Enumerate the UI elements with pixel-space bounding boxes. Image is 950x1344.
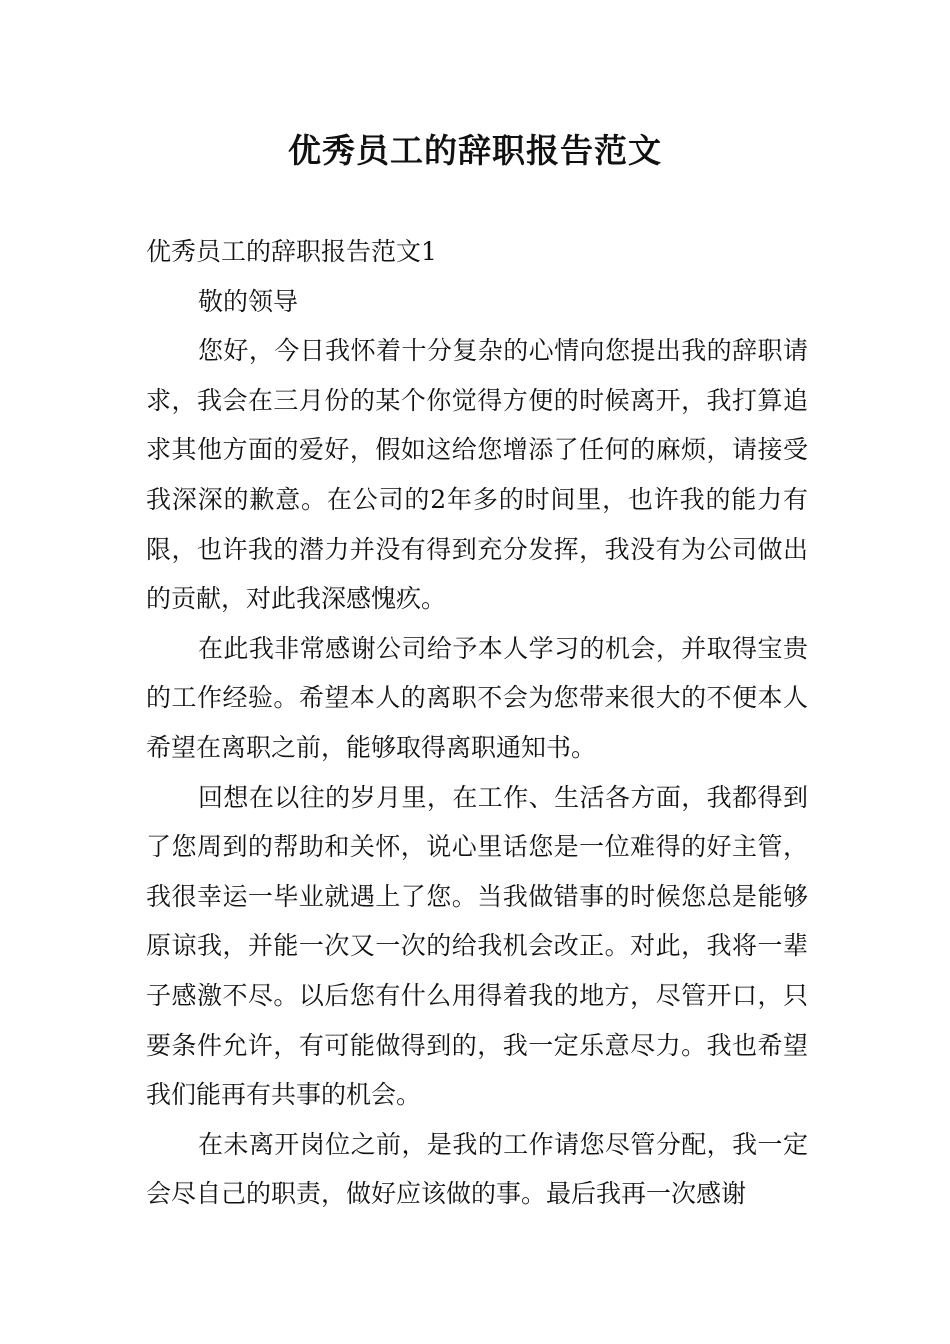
section-heading: 优秀员工的辞职报告范文1 bbox=[146, 237, 437, 266]
salutation: 敬的领导 bbox=[198, 286, 299, 316]
body-paragraph: 在未离开岗位之前，是我的工作请您尽管分配，我一定会尽自己的职责，做好应该做的事。最后我再一次感谢 bbox=[146, 1129, 808, 1209]
document-body bbox=[146, 227, 808, 1219]
document-title: 优秀员工的辞职报告范文 bbox=[288, 131, 662, 170]
body-paragraph: 在此我非常感谢公司给予本人学习的机会，并取得宝贵的工作经验。希望本人的离职不会为您带来很大的不便本人希望在离职之前，能够取得离职通知书。 bbox=[146, 633, 808, 762]
body-paragraph: 您好，今日我怀着十分复杂的心情向您提出我的辞职请求，我会在三月份的某个你觉得方便的时候离开，我打算追求其他方面的爱好，假如这给您增添了任何的麻烦，请接受我深深的歉意。在公司的2年多的时间里，也许我的能力有限，也许我的潜力并没有得到充分发挥，我没有为公司做出的贡献，对此我深感愧疚。 bbox=[146, 336, 808, 614]
body-paragraph: 回想在以往的岁月里，在工作、生活各方面，我都得到了您周到的帮助和关怀，说心里话您是一位难得的好主管，我很幸运一毕业就遇上了您。当我做错事的时候您总是能够原谅我，并能一次又一次的给我机会改正。对此，我将一辈子感激不尽。以后您有什么用得着我的地方，尽管开口，只要条件允许，有可能做得到的，我一定乐意尽力。我也希望我们能再有共事的机会。 bbox=[146, 782, 808, 1110]
